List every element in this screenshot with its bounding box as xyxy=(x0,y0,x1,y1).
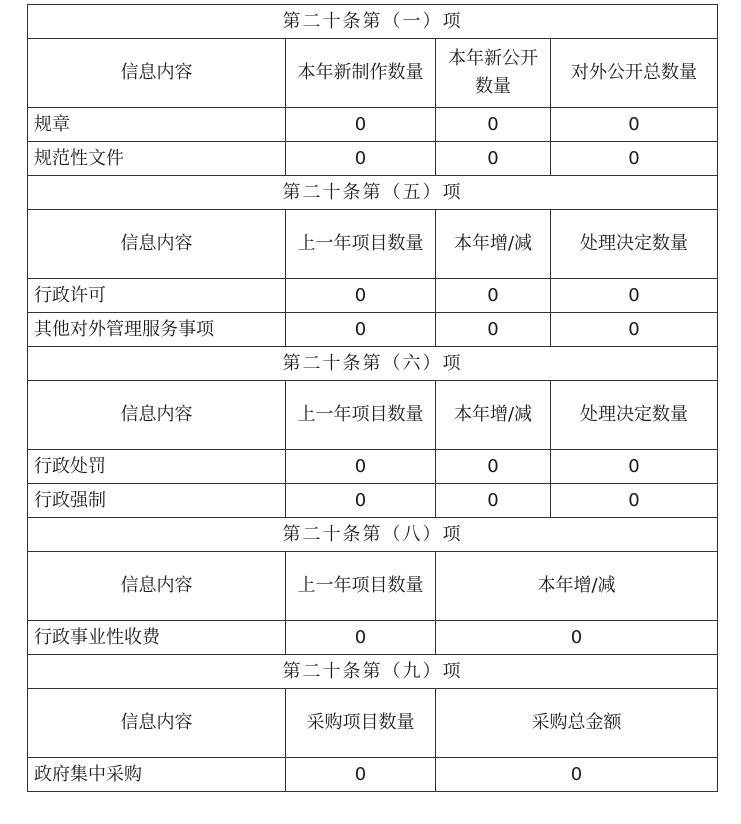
column-header: 上一年项目数量 xyxy=(286,210,436,279)
cell-value: 0 xyxy=(551,450,718,484)
column-header: 采购项目数量 xyxy=(286,689,436,758)
row-label: 行政许可 xyxy=(28,279,286,313)
row-label: 行政处罚 xyxy=(28,450,286,484)
column-header: 信息内容 xyxy=(28,39,286,108)
cell-value: 0 xyxy=(286,484,436,518)
cell-value: 0 xyxy=(436,142,551,176)
section-title: 第二十条第（八）项 xyxy=(28,518,718,552)
cell-value: 0 xyxy=(286,313,436,347)
column-header: 本年增/减 xyxy=(436,552,718,621)
column-header: 处理决定数量 xyxy=(551,210,718,279)
cell-value: 0 xyxy=(286,279,436,313)
cell-value: 0 xyxy=(436,484,551,518)
column-header: 信息内容 xyxy=(28,381,286,450)
section-title: 第二十条第（九）项 xyxy=(28,655,718,689)
section-title: 第二十条第（五）项 xyxy=(28,176,718,210)
cell-value: 0 xyxy=(286,758,436,792)
row-label: 行政事业性收费 xyxy=(28,621,286,655)
section-title: 第二十条第（一）项 xyxy=(28,5,718,39)
column-header: 上一年项目数量 xyxy=(286,552,436,621)
cell-value: 0 xyxy=(551,108,718,142)
column-header: 本年增/减 xyxy=(436,210,551,279)
cell-value: 0 xyxy=(551,142,718,176)
row-label: 行政强制 xyxy=(28,484,286,518)
cell-value: 0 xyxy=(436,758,718,792)
column-header: 信息内容 xyxy=(28,552,286,621)
column-header: 采购总金额 xyxy=(436,689,718,758)
cell-value: 0 xyxy=(286,621,436,655)
cell-value: 0 xyxy=(286,142,436,176)
cell-value: 0 xyxy=(551,484,718,518)
cell-value: 0 xyxy=(286,108,436,142)
column-header: 本年新制作数量 xyxy=(286,39,436,108)
column-header: 处理决定数量 xyxy=(551,381,718,450)
cell-value: 0 xyxy=(436,450,551,484)
section-title: 第二十条第（六）项 xyxy=(28,347,718,381)
cell-value: 0 xyxy=(286,450,436,484)
column-header: 信息内容 xyxy=(28,210,286,279)
row-label: 政府集中采购 xyxy=(28,758,286,792)
row-label: 规范性文件 xyxy=(28,142,286,176)
cell-value: 0 xyxy=(436,108,551,142)
cell-value: 0 xyxy=(551,279,718,313)
row-label: 规章 xyxy=(28,108,286,142)
column-header: 上一年项目数量 xyxy=(286,381,436,450)
column-header: 信息内容 xyxy=(28,689,286,758)
cell-value: 0 xyxy=(436,621,718,655)
disclosure-table xyxy=(27,4,718,792)
cell-value: 0 xyxy=(551,313,718,347)
row-label: 其他对外管理服务事项 xyxy=(28,313,286,347)
cell-value: 0 xyxy=(436,313,551,347)
cell-value: 0 xyxy=(436,279,551,313)
column-header: 本年新公开数量 xyxy=(436,39,551,108)
column-header: 对外公开总数量 xyxy=(551,39,718,108)
column-header: 本年增/减 xyxy=(436,381,551,450)
